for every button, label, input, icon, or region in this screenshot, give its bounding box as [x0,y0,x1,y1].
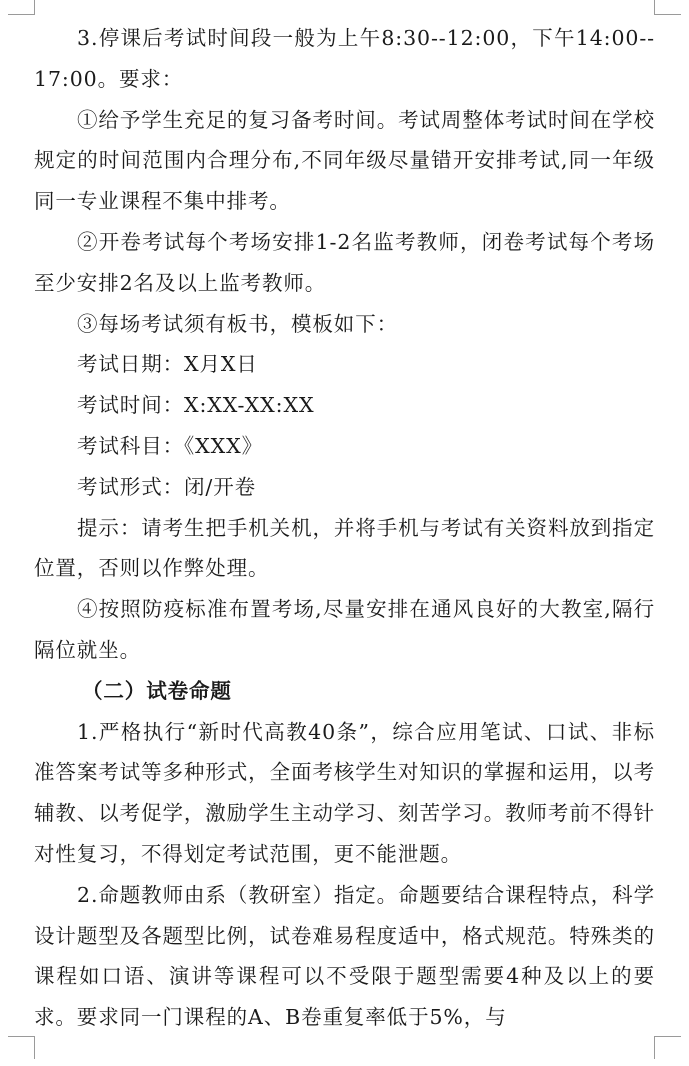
template-exam-form: 考试形式：闭/开卷 [77,474,257,499]
template-notice: 提示：请考生把手机关机，并将手机与考试有关资料放到指定位置，否则以作弊处理。 [34,515,655,581]
template-exam-date: 考试日期：X月X日 [77,352,258,377]
section-heading: （二）试卷命题 [82,678,232,703]
crop-mark-top-right [654,0,681,15]
paragraph-requirement-2: ②开卷考试每个考场安排1-2名监考教师，闭卷考试每个考场至少安排2名及以上监考教师。 [34,229,655,295]
crop-mark-bottom-left [8,1036,35,1059]
paragraph-requirement-1: ①给予学生充足的复习备考时间。考试周整体考试时间在学校规定的时间范围内合理分布,不同年级尽量错开安排考试,同一年级同一专业课程不集中排考。 [34,107,655,214]
paragraph-requirement-4: ④按照防疫标准布置考场,尽量安排在通风良好的大教室,隔行隔位就坐。 [34,597,655,662]
template-exam-subject: 考试科目：《XXX》 [77,433,264,458]
crop-mark-bottom-right [654,1036,681,1059]
paragraph-exam-time: 3.停课后考试时间段一般为上午8:30--12:00，下午14:00--17:00。要求： [34,26,655,91]
paragraph-proposition-1: 1.严格执行“新时代高教40条”，综合应用笔试、口试、非标准答案考试等多种形式，全面考核学生对知识的掌握和运用，以考辅教、以考促学，激励学生主动学习、刻苦学习。教师考前不得针对性复习，不得划定考试范围，更不能泄题。 [34,719,655,866]
paragraph-proposition-2: 2.命题教师由系（教研室）指定。命题要结合课程特点，科学设计题型及各题型比例，试卷难易程度适中，格式规范。特殊类的课程如口语、演讲等课程可以不受限于题型需要4种及以上的要求。要求同一门课程的A、B卷重复率低于5%，与 [34,882,655,1030]
document-page [34,18,655,1038]
crop-mark-top-left [8,0,35,15]
paragraph-requirement-3: ③每场考试须有板书，模板如下： [77,311,398,336]
template-exam-time: 考试时间：X:XX-XX:XX [77,393,315,418]
